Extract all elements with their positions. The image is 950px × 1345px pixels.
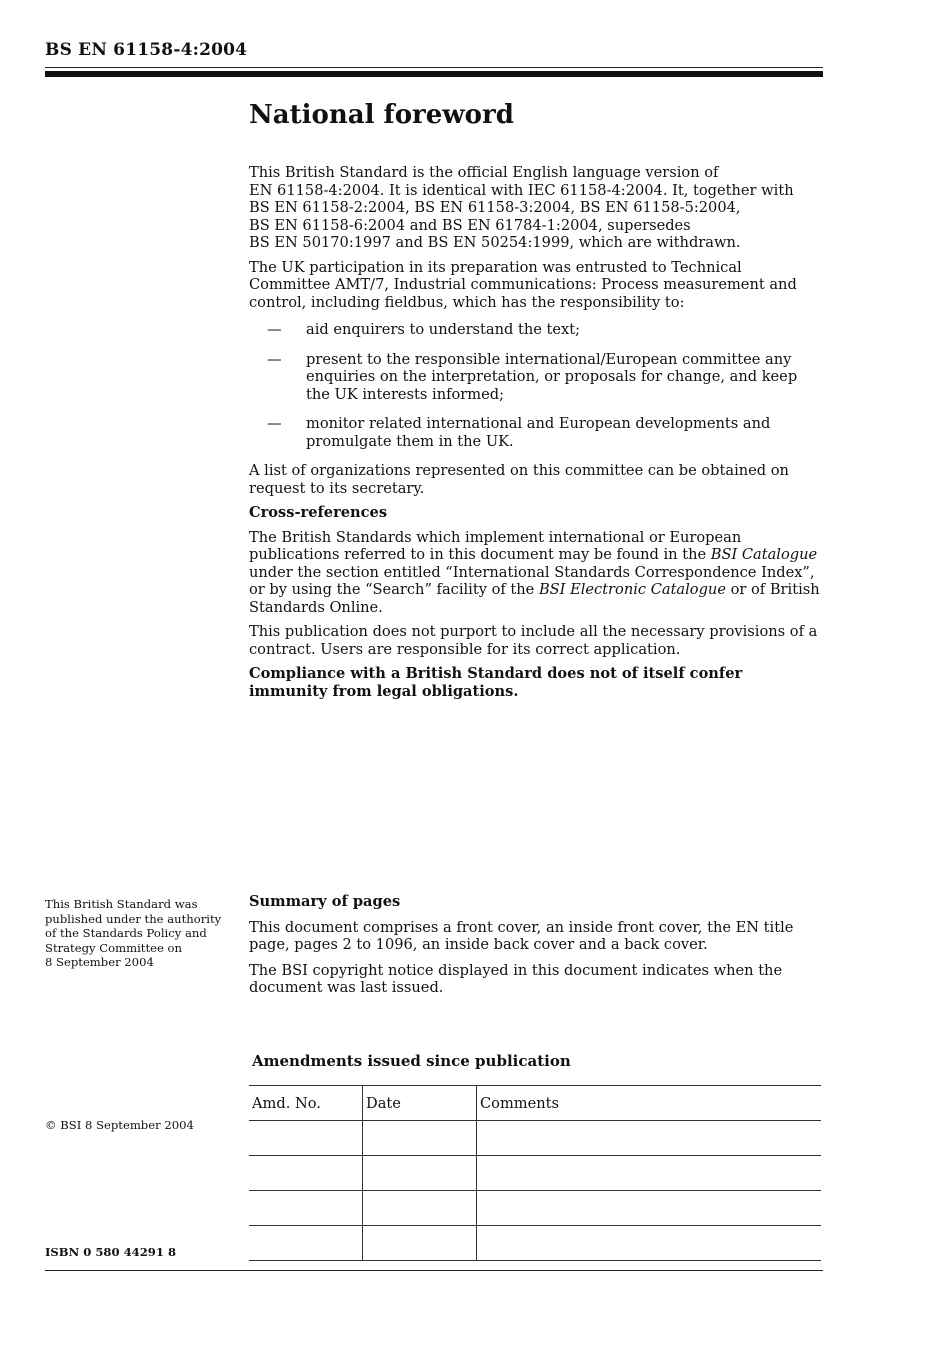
dash-bullet: — xyxy=(267,321,282,338)
list-item-text: monitor related international and European developments and promulgate them in the UK. xyxy=(306,415,771,450)
column-header-date: Date xyxy=(363,1086,477,1121)
table-cell xyxy=(477,1226,822,1261)
table-cell xyxy=(477,1121,822,1156)
table-cell xyxy=(477,1156,822,1191)
intro-line: EN 61158-4:2004. It is identical with IEC 61158-4:2004. It, together with xyxy=(249,181,794,199)
bsi-catalogue-title: BSI Catalogue xyxy=(710,546,818,563)
list-item xyxy=(249,351,823,404)
cross-ref-text: or of British Standards Online. xyxy=(249,581,820,616)
header-thin-rule xyxy=(45,67,823,68)
list-item-text: aid enquirers to understand the text; xyxy=(306,321,581,338)
publication-note-line: This British Standard was xyxy=(45,897,198,911)
compliance-statement: Compliance with a British Standard does not of itself confer immunity from legal obligations. xyxy=(249,665,743,700)
publication-note xyxy=(45,897,221,970)
responsibility-list xyxy=(249,321,823,450)
footer-rule xyxy=(45,1270,823,1271)
foreword-body xyxy=(249,164,823,707)
cross-ref-text: under the section entitled “International Standards Correspondence Index”, or by using the “Search” facility of the xyxy=(249,563,815,598)
page-title: National foreword xyxy=(249,100,514,130)
dash-bullet: — xyxy=(267,350,282,368)
publication-note-line: Strategy Committee on xyxy=(45,940,182,955)
summary-heading: Summary of pages xyxy=(249,893,401,910)
contract-paragraph: This publication does not purport to include all the necessary provisions of a contract. Users are responsible for its correct application. xyxy=(249,623,818,658)
isbn: ISBN 0 580 44291 8 xyxy=(45,1245,177,1259)
organizations-paragraph: A list of organizations represented on this committee can be obtained on request to its secretary. xyxy=(249,462,789,497)
table-cell xyxy=(477,1191,822,1226)
cross-ref-text: The British Standards which implement international or European publications referred to in this document may be found in the xyxy=(249,528,742,563)
table-cell xyxy=(249,1191,363,1226)
copyright-notice-paragraph: The BSI copyright notice displayed in this document indicates when the document was last issued. xyxy=(249,961,783,996)
table-cell xyxy=(363,1156,477,1191)
column-header-comments: Comments xyxy=(477,1086,822,1121)
table-cell xyxy=(363,1121,477,1156)
table-cell xyxy=(363,1191,477,1226)
summary-paragraph: This document comprises a front cover, an inside front cover, the EN title page, pages 2 to 1096, an inside back cover and a back cover. xyxy=(249,918,794,953)
table-cell xyxy=(249,1121,363,1156)
column-header-amd-no: Amd. No. xyxy=(249,1086,363,1121)
intro-line: BS EN 61158-6:2004 and BS EN 61784-1:2004, supersedes xyxy=(249,216,691,234)
copyright-line: © BSI 8 September 2004 xyxy=(45,1118,194,1132)
header-thick-rule xyxy=(45,71,823,77)
table-row xyxy=(249,1191,821,1226)
amendments-title: Amendments issued since publication xyxy=(252,1052,571,1070)
publication-note-line: of the Standards Policy and xyxy=(45,926,207,940)
bsi-electronic-catalogue-title: BSI Electronic Catalogue xyxy=(538,581,726,598)
intro-line: BS EN 50170:1997 and BS EN 50254:1999, which are withdrawn. xyxy=(249,234,741,251)
table-cell xyxy=(363,1226,477,1261)
table-row xyxy=(249,1121,821,1156)
cross-references-paragraph xyxy=(249,529,823,617)
participation-paragraph: The UK participation in its preparation was entrusted to Technical Committee AMT/7, Industrial communications: Process measurement and control, including fieldbus, which has the responsibility to: xyxy=(249,258,797,311)
summary-section xyxy=(249,893,823,1005)
table-row xyxy=(249,1156,821,1191)
table-header-row xyxy=(249,1086,821,1121)
cross-references-heading: Cross-references xyxy=(249,504,388,521)
table-cell xyxy=(249,1226,363,1261)
intro-paragraph xyxy=(249,164,823,252)
amendments-table xyxy=(249,1085,821,1261)
dash-bullet: — xyxy=(267,415,282,432)
document-id-header: BS EN 61158-4:2004 xyxy=(45,40,248,60)
publication-note-line: published under the authority xyxy=(45,911,222,926)
table-row xyxy=(249,1226,821,1261)
publication-note-line: 8 September 2004 xyxy=(45,955,154,969)
list-item-text: present to the responsible international/European committee any enquiries on the interpretation, or proposals for change, and keep the UK interests informed; xyxy=(306,350,798,403)
list-item xyxy=(249,415,823,450)
table-cell xyxy=(249,1156,363,1191)
intro-line: This British Standard is the official English language version of xyxy=(249,164,719,181)
list-item xyxy=(249,321,823,339)
intro-line: BS EN 61158-2:2004, BS EN 61158-3:2004, BS EN 61158-5:2004, xyxy=(249,199,741,216)
